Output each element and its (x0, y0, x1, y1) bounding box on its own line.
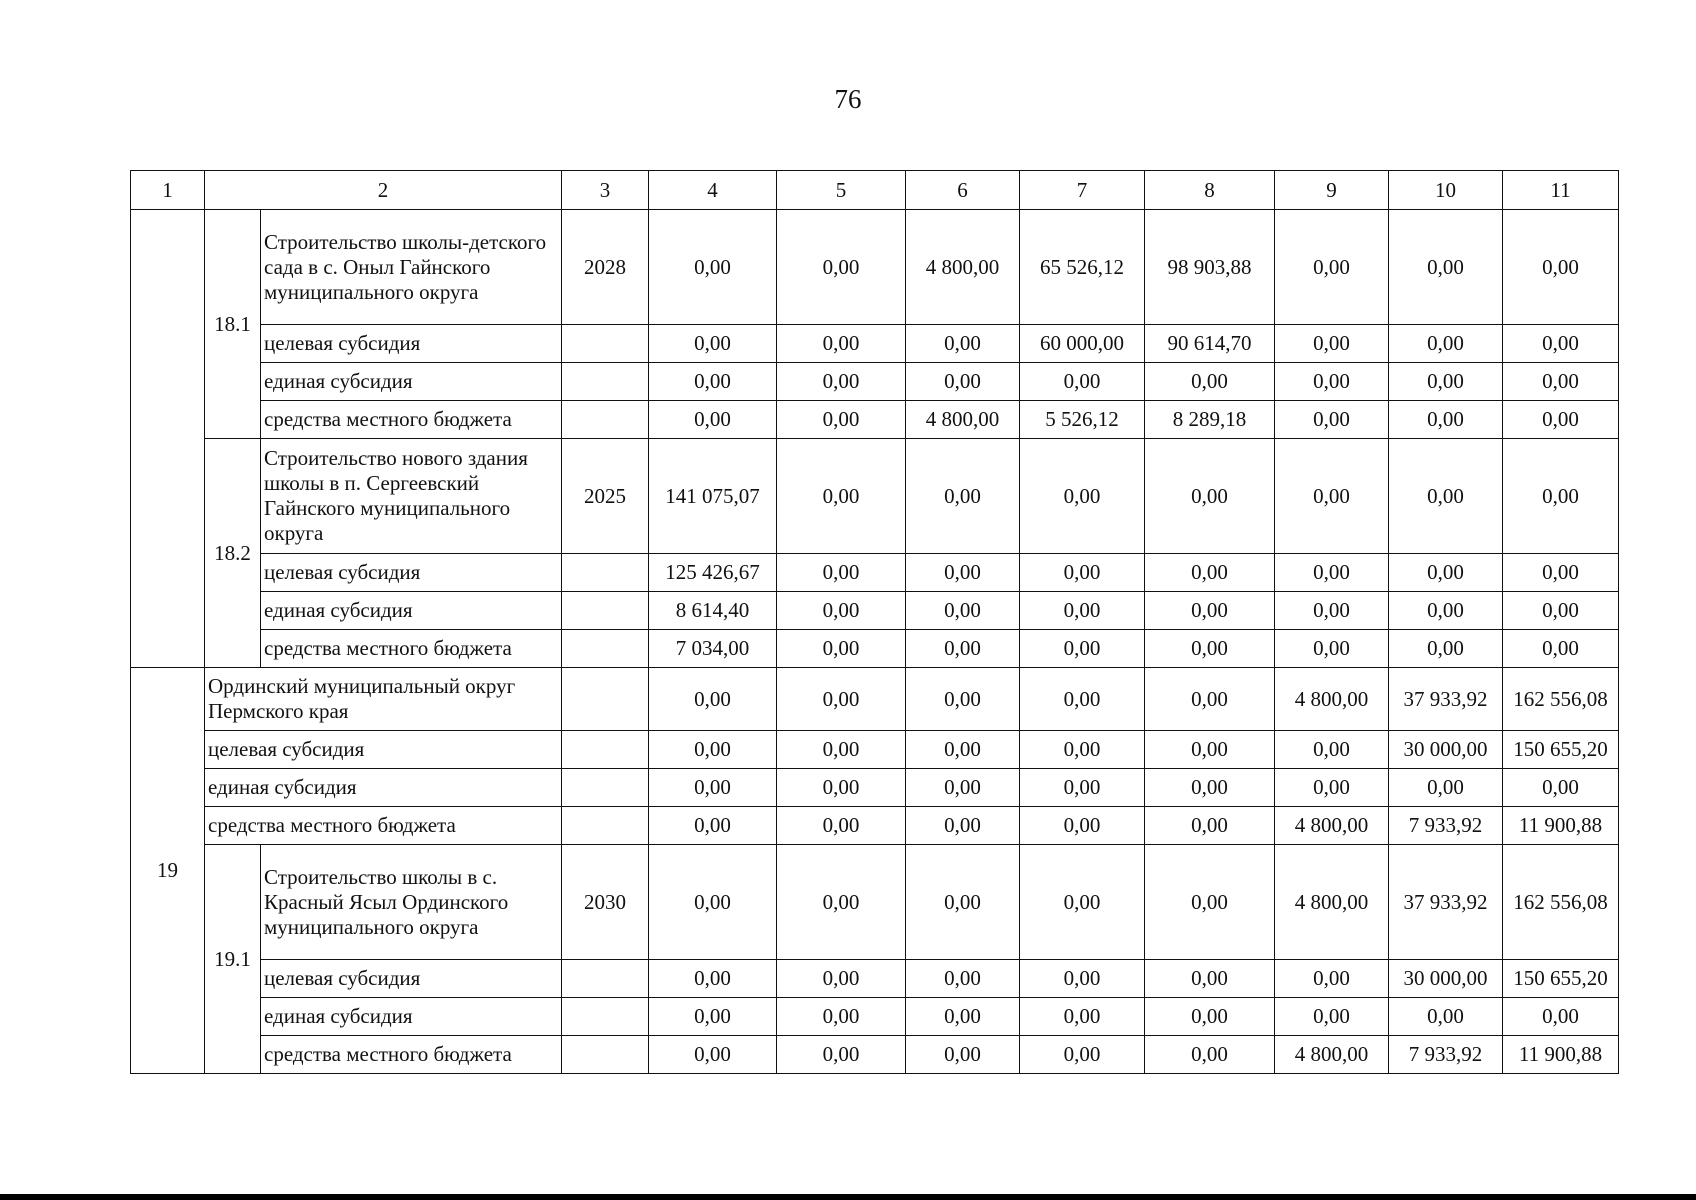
year-empty (562, 363, 649, 401)
value-cell: 0,00 (906, 845, 1020, 960)
value-cell: 0,00 (1503, 401, 1619, 439)
value-cell: 11 900,88 (1503, 1036, 1619, 1074)
value-cell: 0,00 (777, 592, 906, 630)
item-name: Строительство школы в с. Красный Ясыл Ординского муниципального округа (261, 845, 562, 960)
header-cell: 7 (1020, 171, 1145, 210)
value-cell: 0,00 (906, 554, 1020, 592)
item-number: 18.1 (205, 210, 261, 439)
value-cell: 0,00 (1275, 363, 1389, 401)
value-cell: 0,00 (1145, 998, 1275, 1036)
value-cell: 0,00 (1503, 325, 1619, 363)
value-cell: 0,00 (649, 363, 777, 401)
value-cell: 0,00 (777, 554, 906, 592)
value-cell: 0,00 (1503, 592, 1619, 630)
table-row (131, 731, 1619, 769)
table-row (131, 845, 1619, 960)
item-name: Строительство нового здания школы в п. Сергеевский Гайнского муниципального округа (261, 439, 562, 554)
table-row (131, 998, 1619, 1036)
value-cell: 0,00 (777, 731, 906, 769)
row-label: средства местного бюджета (205, 807, 562, 845)
value-cell: 0,00 (1145, 439, 1275, 554)
header-row (131, 171, 1619, 210)
value-cell: 150 655,20 (1503, 960, 1619, 998)
item-name: Строительство школы-детского сада в с. Оныл Гайнского муниципального округа (261, 210, 562, 325)
value-cell: 7 034,00 (649, 630, 777, 668)
value-cell: 0,00 (1145, 731, 1275, 769)
table-row (131, 1036, 1619, 1074)
row-label: единая субсидия (261, 363, 562, 401)
value-cell: 0,00 (1145, 592, 1275, 630)
value-cell: 0,00 (777, 1036, 906, 1074)
year-empty (562, 731, 649, 769)
value-cell: 0,00 (649, 845, 777, 960)
year-empty (562, 401, 649, 439)
item-year: 2030 (562, 845, 649, 960)
value-cell: 0,00 (777, 325, 906, 363)
value-cell: 0,00 (1145, 363, 1275, 401)
value-cell: 0,00 (1145, 769, 1275, 807)
table-row (131, 439, 1619, 554)
value-cell: 0,00 (649, 769, 777, 807)
year-empty (562, 592, 649, 630)
value-cell: 0,00 (1020, 960, 1145, 998)
value-cell: 0,00 (906, 592, 1020, 630)
value-cell: 8 289,18 (1145, 401, 1275, 439)
budget-table (130, 170, 1619, 1074)
header-cell: 1 (131, 171, 205, 210)
value-cell: 0,00 (906, 807, 1020, 845)
value-cell: 0,00 (1020, 554, 1145, 592)
value-cell: 125 426,67 (649, 554, 777, 592)
value-cell: 0,00 (1389, 325, 1503, 363)
value-cell: 7 933,92 (1389, 1036, 1503, 1074)
year-empty (562, 325, 649, 363)
value-cell: 0,00 (1275, 731, 1389, 769)
value-cell: 0,00 (649, 668, 777, 731)
table-row (131, 769, 1619, 807)
value-cell: 0,00 (1275, 325, 1389, 363)
table-row (131, 210, 1619, 325)
year-empty (562, 807, 649, 845)
value-cell: 0,00 (1145, 960, 1275, 998)
value-cell: 0,00 (1389, 998, 1503, 1036)
table-row (131, 807, 1619, 845)
value-cell: 0,00 (906, 960, 1020, 998)
value-cell: 4 800,00 (1275, 668, 1389, 731)
value-cell: 0,00 (906, 325, 1020, 363)
value-cell: 0,00 (1020, 998, 1145, 1036)
value-cell: 0,00 (906, 1036, 1020, 1074)
row-label: средства местного бюджета (261, 630, 562, 668)
value-cell: 37 933,92 (1389, 668, 1503, 731)
row-label: единая субсидия (261, 998, 562, 1036)
table-row (131, 630, 1619, 668)
value-cell: 0,00 (906, 439, 1020, 554)
value-cell: 0,00 (1389, 630, 1503, 668)
table-row (131, 960, 1619, 998)
value-cell: 0,00 (1145, 807, 1275, 845)
value-cell: 0,00 (906, 668, 1020, 731)
value-cell: 0,00 (1389, 769, 1503, 807)
value-cell: 0,00 (1145, 845, 1275, 960)
value-cell: 0,00 (1020, 363, 1145, 401)
header-cell: 10 (1389, 171, 1503, 210)
year-empty (562, 1036, 649, 1074)
value-cell: 162 556,08 (1503, 668, 1619, 731)
value-cell: 162 556,08 (1503, 845, 1619, 960)
value-cell: 11 900,88 (1503, 807, 1619, 845)
row-label: единая субсидия (205, 769, 562, 807)
value-cell: 0,00 (906, 769, 1020, 807)
value-cell: 4 800,00 (1275, 807, 1389, 845)
value-cell: 0,00 (1275, 998, 1389, 1036)
value-cell: 0,00 (906, 630, 1020, 668)
value-cell: 4 800,00 (1275, 1036, 1389, 1074)
value-cell: 0,00 (1145, 554, 1275, 592)
year-empty (562, 960, 649, 998)
value-cell: 0,00 (777, 439, 906, 554)
value-cell: 0,00 (1503, 769, 1619, 807)
value-cell: 0,00 (1503, 363, 1619, 401)
item-number: 18.2 (205, 439, 261, 668)
value-cell: 0,00 (1275, 630, 1389, 668)
table-row (131, 592, 1619, 630)
value-cell: 0,00 (906, 363, 1020, 401)
item-year: 2025 (562, 439, 649, 554)
header-cell: 2 (205, 171, 562, 210)
value-cell: 0,00 (1389, 363, 1503, 401)
value-cell: 0,00 (1275, 210, 1389, 325)
table-row (131, 554, 1619, 592)
value-cell: 0,00 (1275, 592, 1389, 630)
value-cell: 0,00 (649, 401, 777, 439)
header-cell: 3 (562, 171, 649, 210)
header-cell: 11 (1503, 171, 1619, 210)
year-empty (562, 668, 649, 731)
year-empty (562, 630, 649, 668)
row-label: целевая субсидия (261, 960, 562, 998)
value-cell: 0,00 (777, 210, 906, 325)
value-cell: 0,00 (1503, 554, 1619, 592)
value-cell: 0,00 (1503, 630, 1619, 668)
value-cell: 0,00 (1145, 1036, 1275, 1074)
row-label: единая субсидия (261, 592, 562, 630)
value-cell: 0,00 (1275, 401, 1389, 439)
row-label: средства местного бюджета (261, 401, 562, 439)
value-cell: 0,00 (1020, 769, 1145, 807)
value-cell: 0,00 (1389, 401, 1503, 439)
value-cell: 30 000,00 (1389, 960, 1503, 998)
row-label: целевая субсидия (205, 731, 562, 769)
year-empty (562, 769, 649, 807)
value-cell: 65 526,12 (1020, 210, 1145, 325)
value-cell: 5 526,12 (1020, 401, 1145, 439)
value-cell: 0,00 (1145, 630, 1275, 668)
value-cell: 0,00 (1275, 769, 1389, 807)
value-cell: 0,00 (649, 731, 777, 769)
value-cell: 0,00 (777, 363, 906, 401)
value-cell: 0,00 (1020, 439, 1145, 554)
value-cell: 0,00 (906, 998, 1020, 1036)
value-cell: 0,00 (1020, 592, 1145, 630)
value-cell: 4 800,00 (1275, 845, 1389, 960)
year-empty (562, 554, 649, 592)
value-cell: 0,00 (1020, 668, 1145, 731)
table-row (131, 401, 1619, 439)
header-cell: 6 (906, 171, 1020, 210)
year-empty (562, 998, 649, 1036)
value-cell: 0,00 (1275, 960, 1389, 998)
value-cell: 0,00 (1389, 210, 1503, 325)
table-row (131, 668, 1619, 731)
page-number: 76 (834, 84, 862, 114)
value-cell: 0,00 (1389, 439, 1503, 554)
value-cell: 90 614,70 (1145, 325, 1275, 363)
item-year: 2028 (562, 210, 649, 325)
header-cell: 5 (777, 171, 906, 210)
value-cell: 7 933,92 (1389, 807, 1503, 845)
value-cell: 0,00 (1389, 592, 1503, 630)
value-cell: 0,00 (649, 960, 777, 998)
value-cell: 98 903,88 (1145, 210, 1275, 325)
value-cell: 30 000,00 (1389, 731, 1503, 769)
value-cell: 0,00 (906, 731, 1020, 769)
value-cell: 0,00 (649, 210, 777, 325)
value-cell: 0,00 (649, 807, 777, 845)
row-label: целевая субсидия (261, 554, 562, 592)
header-cell: 9 (1275, 171, 1389, 210)
value-cell: 4 800,00 (906, 210, 1020, 325)
value-cell: 8 614,40 (649, 592, 777, 630)
value-cell: 0,00 (649, 325, 777, 363)
value-cell: 0,00 (777, 769, 906, 807)
value-cell: 0,00 (1389, 554, 1503, 592)
value-cell: 0,00 (1503, 998, 1619, 1036)
value-cell: 37 933,92 (1389, 845, 1503, 960)
row-number-empty (131, 210, 205, 668)
value-cell: 0,00 (777, 807, 906, 845)
value-cell: 4 800,00 (906, 401, 1020, 439)
value-cell: 0,00 (1020, 731, 1145, 769)
value-cell: 0,00 (649, 998, 777, 1036)
header-cell: 8 (1145, 171, 1275, 210)
value-cell: 0,00 (777, 401, 906, 439)
section-title: Ординский муниципальный округ Пермского края (205, 668, 562, 731)
table-row (131, 325, 1619, 363)
table-row (131, 363, 1619, 401)
value-cell: 0,00 (1020, 845, 1145, 960)
item-number: 19.1 (205, 845, 261, 1074)
value-cell: 0,00 (1020, 807, 1145, 845)
value-cell: 0,00 (777, 998, 906, 1036)
value-cell: 0,00 (777, 630, 906, 668)
header-cell: 4 (649, 171, 777, 210)
value-cell: 0,00 (1020, 1036, 1145, 1074)
value-cell: 0,00 (777, 845, 906, 960)
section-number: 19 (131, 668, 205, 1074)
value-cell: 0,00 (777, 960, 906, 998)
value-cell: 0,00 (1020, 630, 1145, 668)
value-cell: 60 000,00 (1020, 325, 1145, 363)
value-cell: 0,00 (1503, 439, 1619, 554)
row-label: целевая субсидия (261, 325, 562, 363)
row-label: средства местного бюджета (261, 1036, 562, 1074)
value-cell: 0,00 (1503, 210, 1619, 325)
value-cell: 141 075,07 (649, 439, 777, 554)
value-cell: 0,00 (777, 668, 906, 731)
value-cell: 0,00 (649, 1036, 777, 1074)
value-cell: 0,00 (1275, 439, 1389, 554)
scan-bottom-edge (0, 1194, 1696, 1200)
value-cell: 150 655,20 (1503, 731, 1619, 769)
value-cell: 0,00 (1275, 554, 1389, 592)
value-cell: 0,00 (1145, 668, 1275, 731)
